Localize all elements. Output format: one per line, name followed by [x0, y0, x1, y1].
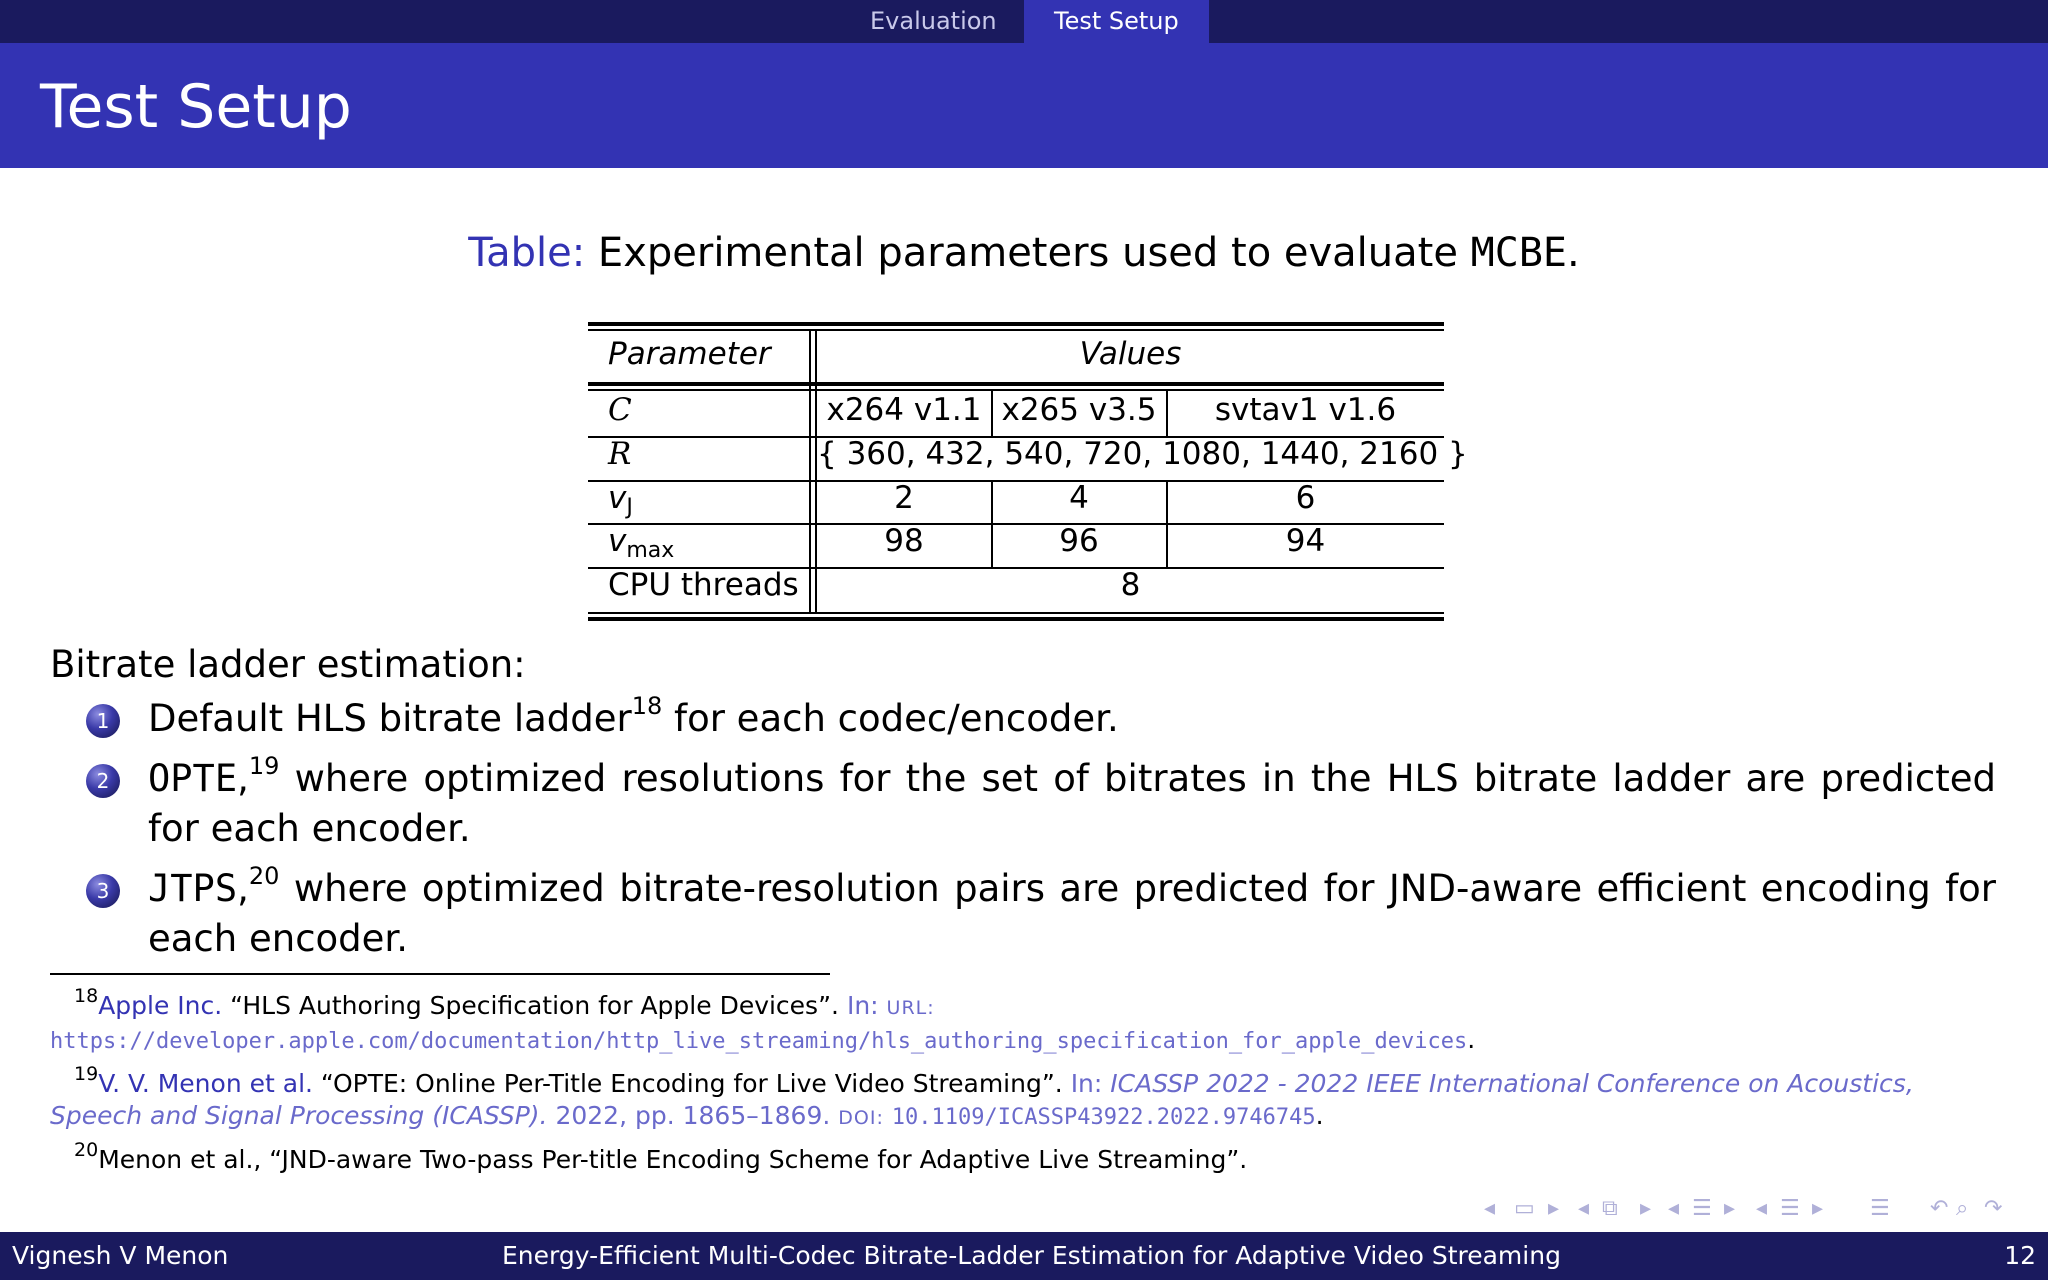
list-item [50, 691, 1996, 744]
nav-section-test-setup[interactable]: Test Setup [1024, 0, 1209, 43]
param-vmax [608, 523, 674, 563]
next-frame-arrow-icon[interactable]: ▸ [1548, 1196, 1560, 1221]
footnote-author: Apple Inc. [98, 991, 223, 1020]
footer-author: Vignesh V Menon [12, 1241, 229, 1270]
footnote-in: In: [846, 991, 879, 1020]
item-comma: , [237, 757, 249, 800]
back-icon[interactable]: ↶ [1930, 1196, 1949, 1221]
page-title: Test Setup [40, 72, 352, 142]
footnote-ref[interactable]: 19 [248, 751, 280, 780]
header-parameter: Parameter [608, 336, 771, 372]
footnote-url-link[interactable]: https://developer.apple.com/documentation/http_live_streaming/hls_authoring_specification_for_apple_devices [50, 1029, 1468, 1054]
subsection-icon[interactable]: ⧉ [1602, 1196, 1618, 1221]
caption-label: Table: [468, 230, 586, 276]
table-caption [0, 228, 2048, 278]
caption-end: . [1567, 230, 1580, 276]
item-lead: Default HLS bitrate ladder [148, 697, 632, 740]
item-number-ball: 2 [86, 764, 120, 798]
prev-section-arrow-icon[interactable]: ◂ [1668, 1196, 1680, 1221]
footnote-20 [50, 1138, 1996, 1176]
value-x265: x265 v3.5 [1001, 392, 1157, 428]
table-bottom-rule-thin [588, 612, 1444, 614]
value-vmax-x264: 98 [884, 523, 924, 559]
document-icon[interactable]: ☰ [1780, 1196, 1800, 1221]
footnotes [50, 984, 1996, 1186]
next-document-arrow-icon[interactable]: ▸ [1812, 1196, 1824, 1221]
table-top-rule [588, 322, 1444, 326]
list-item [50, 751, 1996, 854]
search-icon[interactable]: ⌕ [1956, 1196, 1969, 1221]
header-values: Values [1079, 336, 1182, 372]
table-header-rule [588, 382, 1444, 386]
footnote-number: 18 [74, 984, 99, 1007]
footnote-author: V. V. Menon et al. [98, 1069, 313, 1098]
footnote-doi-link[interactable]: 10.1109/ICASSP43922.2022.9746745 [891, 1105, 1316, 1130]
value-x264: x264 v1.1 [826, 392, 982, 428]
footnote-number: 20 [74, 1138, 99, 1161]
item-number-ball: 3 [86, 874, 120, 908]
footnote-rule [50, 973, 830, 975]
param-resolution-set: R [608, 436, 632, 472]
footnote-year-pages: 2022, pp. 1865–1869. [555, 1101, 831, 1130]
footer-title: Energy-Efficient Multi-Codec Bitrate-Ladder Estimation for Adaptive Video Streaming [502, 1241, 1561, 1270]
footnote-number: 19 [74, 1062, 99, 1085]
forward-icon[interactable]: ↷ [1984, 1196, 2003, 1221]
footnote-text: Menon et al., “JND-aware Two-pass Per-title Encoding Scheme for Adaptive Live Streaming”. [98, 1145, 1248, 1174]
footnote-end: . [1467, 1025, 1476, 1054]
page-number: 12 [2004, 1241, 2036, 1270]
param-cpu-threads: CPU threads [608, 567, 799, 603]
param-vj-sub: J [626, 495, 633, 520]
value-vj-x264: 2 [894, 480, 914, 516]
table-top-rule-thin [588, 329, 1444, 331]
nav-section-evaluation[interactable]: Evaluation [870, 7, 997, 35]
footnote-venue: ICASSP 2022 - 2022 IEEE International Conference on Acoustics, Speech and Signal Processing (ICASSP). [50, 1069, 1914, 1130]
item-code: JTPS [148, 867, 238, 910]
footnote-18 [50, 984, 1996, 1058]
frame-title-bar [0, 43, 2048, 168]
value-vj-x265: 4 [1069, 480, 1089, 516]
footnote-19 [50, 1062, 1996, 1134]
value-vmax-x265: 96 [1059, 523, 1099, 559]
frame-icon[interactable]: ▭ [1514, 1196, 1535, 1221]
bitrate-ladder-intro: Bitrate ladder estimation: [50, 643, 526, 686]
table-vrule [809, 329, 811, 612]
table-header-rule-thin [588, 389, 1444, 391]
item-comma: , [237, 867, 249, 910]
next-section-arrow-icon[interactable]: ▸ [1724, 1196, 1736, 1221]
value-svtav1: svtav1 v1.6 [1214, 392, 1397, 428]
item-text: where optimized resolutions for the set of bitrates in the HLS bitrate ladder are predicted for each encoder. [148, 757, 1996, 850]
value-vmax-svtav1: 94 [1285, 523, 1326, 559]
param-vj-main: v [608, 480, 627, 516]
item-code: OPTE [148, 757, 238, 800]
footnote-ref[interactable]: 20 [248, 861, 280, 890]
navigation-symbols [1484, 1196, 2024, 1222]
value-resolutions: { 360, 432, 540, 720, 1080, 1440, 2160 } [817, 436, 1468, 472]
footnote-doi-label: DOI: [838, 1107, 884, 1129]
appendix-icon[interactable]: ☰ [1870, 1196, 1890, 1221]
enumerated-list [50, 691, 1996, 974]
list-item [50, 861, 1996, 964]
prev-subsection-arrow-icon[interactable]: ◂ [1578, 1196, 1590, 1221]
value-vj-svtav1: 6 [1295, 480, 1316, 516]
table-bottom-rule [588, 617, 1444, 621]
prev-document-arrow-icon[interactable]: ◂ [1756, 1196, 1768, 1221]
param-vmax-main: v [608, 523, 627, 559]
param-vj [608, 480, 633, 520]
section-navigation [0, 0, 2048, 43]
prev-frame-arrow-icon[interactable]: ◂ [1484, 1196, 1496, 1221]
section-icon[interactable]: ☰ [1692, 1196, 1712, 1221]
caption-code: MCBE [1470, 230, 1567, 276]
item-number-ball: 1 [86, 704, 120, 738]
value-cpu-threads: 8 [1120, 567, 1141, 603]
item-text: for each codec/encoder. [662, 697, 1119, 740]
caption-text: Experimental parameters used to evaluate [597, 230, 1458, 276]
footer-bar [0, 1232, 2048, 1280]
next-subsection-arrow-icon[interactable]: ▸ [1640, 1196, 1652, 1221]
footnote-title: “HLS Authoring Specification for Apple Devices”. [230, 991, 839, 1020]
parameters-table [588, 322, 1468, 624]
footnote-title: “OPTE: Online Per-Title Encoding for Live Video Streaming”. [320, 1069, 1063, 1098]
footnote-end: . [1315, 1101, 1324, 1130]
item-text: where optimized bitrate-resolution pairs are predicted for JND-aware efficient encoding for each encoder. [148, 867, 1996, 960]
param-codec-set: C [608, 392, 632, 428]
footnote-ref[interactable]: 18 [631, 691, 663, 720]
footnote-url-label: URL: [886, 997, 935, 1019]
footnote-in: In: [1070, 1069, 1103, 1098]
param-vmax-sub: max [626, 538, 675, 563]
